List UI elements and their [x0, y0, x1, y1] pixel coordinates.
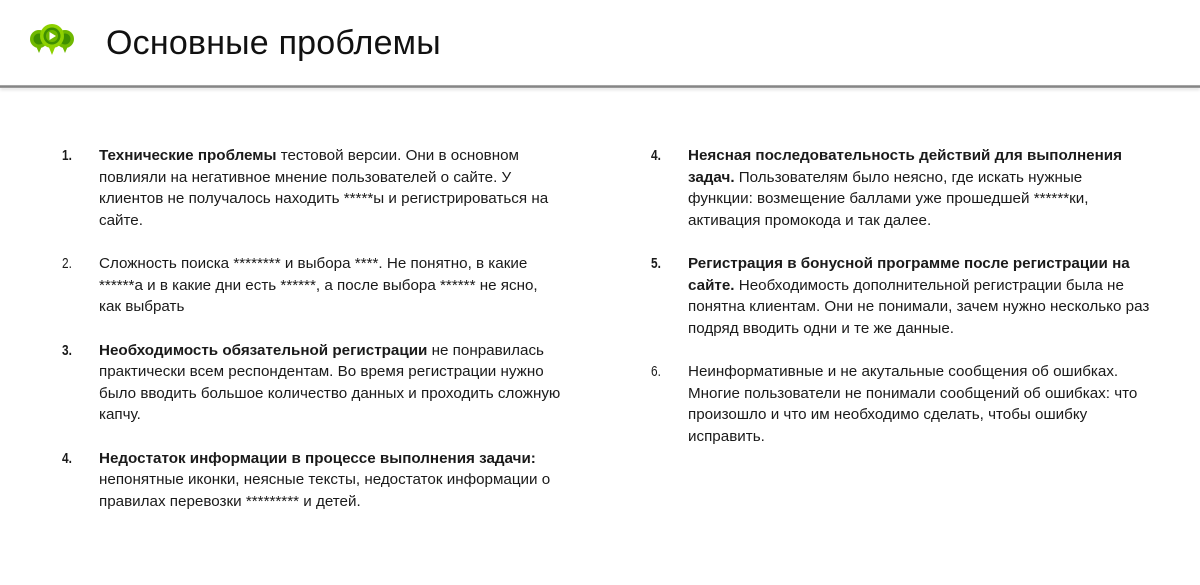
problem-item: [651, 361, 1151, 447]
item-number: 6.: [651, 363, 661, 380]
item-body: Необходимость дополнительной регистрации была не понятна клиентам. Они не понимали, зачем нужно несколько раз подряд вводить одни и те же данные.: [688, 276, 1150, 337]
problem-item: [651, 253, 1151, 339]
item-body: Сложность поиска ******** и выбора ****. Не понятно, в какие ******а и в какие дни есть ******, а после выбора ****** не ясно, как выбрать: [99, 255, 538, 315]
problem-item: [651, 145, 1151, 231]
item-number: 1.: [62, 147, 72, 164]
item-body: Неинформативные и не акутальные сообщения об ошибках. Многие пользователи не понимали сообщений об ошибках: что произошло и что им необходимо сделать, чтобы ошибку исправить.: [688, 363, 1138, 445]
page-title: Основные проблемы: [106, 24, 441, 62]
item-heading: Технические проблемы: [99, 147, 277, 164]
header-divider: [0, 85, 1200, 88]
item-number: 4.: [651, 147, 661, 164]
item-heading: Регистрация в бонусной программе после регистрации на сайте.: [688, 255, 1130, 294]
item-number: 3.: [62, 341, 72, 359]
logo-play-bubbles-icon: [28, 22, 76, 58]
item-heading: Неясная последовательность действий для выполнения задач.: [688, 147, 1122, 186]
item-body: непонятные иконки, неясные тексты, недостаток информации о правилах перевозки ********* и детей.: [99, 471, 551, 510]
slide-header: [0, 0, 1200, 86]
problem-item: [62, 340, 562, 426]
item-body: Пользователям было неясно, где искать нужные функции: возмещение баллами уже прошедшей ******ки, активация промокода и так далее.: [688, 168, 1089, 229]
problem-item: [62, 145, 562, 231]
problem-item: [62, 253, 562, 318]
item-body: тестовой версии. Они в основном повлияли на негативное мнение пользователей о сайте. У клиентов не получалось находить *****ы и регистрироваться на сайте.: [99, 147, 549, 229]
item-heading: Недостаток информации в процессе выполнения задачи:: [99, 449, 536, 467]
item-number: 5.: [651, 255, 661, 272]
problem-item: [62, 448, 562, 513]
item-number: 4.: [62, 449, 72, 467]
item-body: не понравилась практически всем респондентам. Во время регистрации нужно было вводить большое количество данных и проходить сложную капчу.: [99, 341, 561, 423]
left-problem-list: [62, 145, 562, 512]
item-heading: Необходимость обязательной регистрации: [99, 341, 428, 359]
item-number: 2.: [62, 255, 72, 272]
right-problem-list: [651, 145, 1151, 447]
